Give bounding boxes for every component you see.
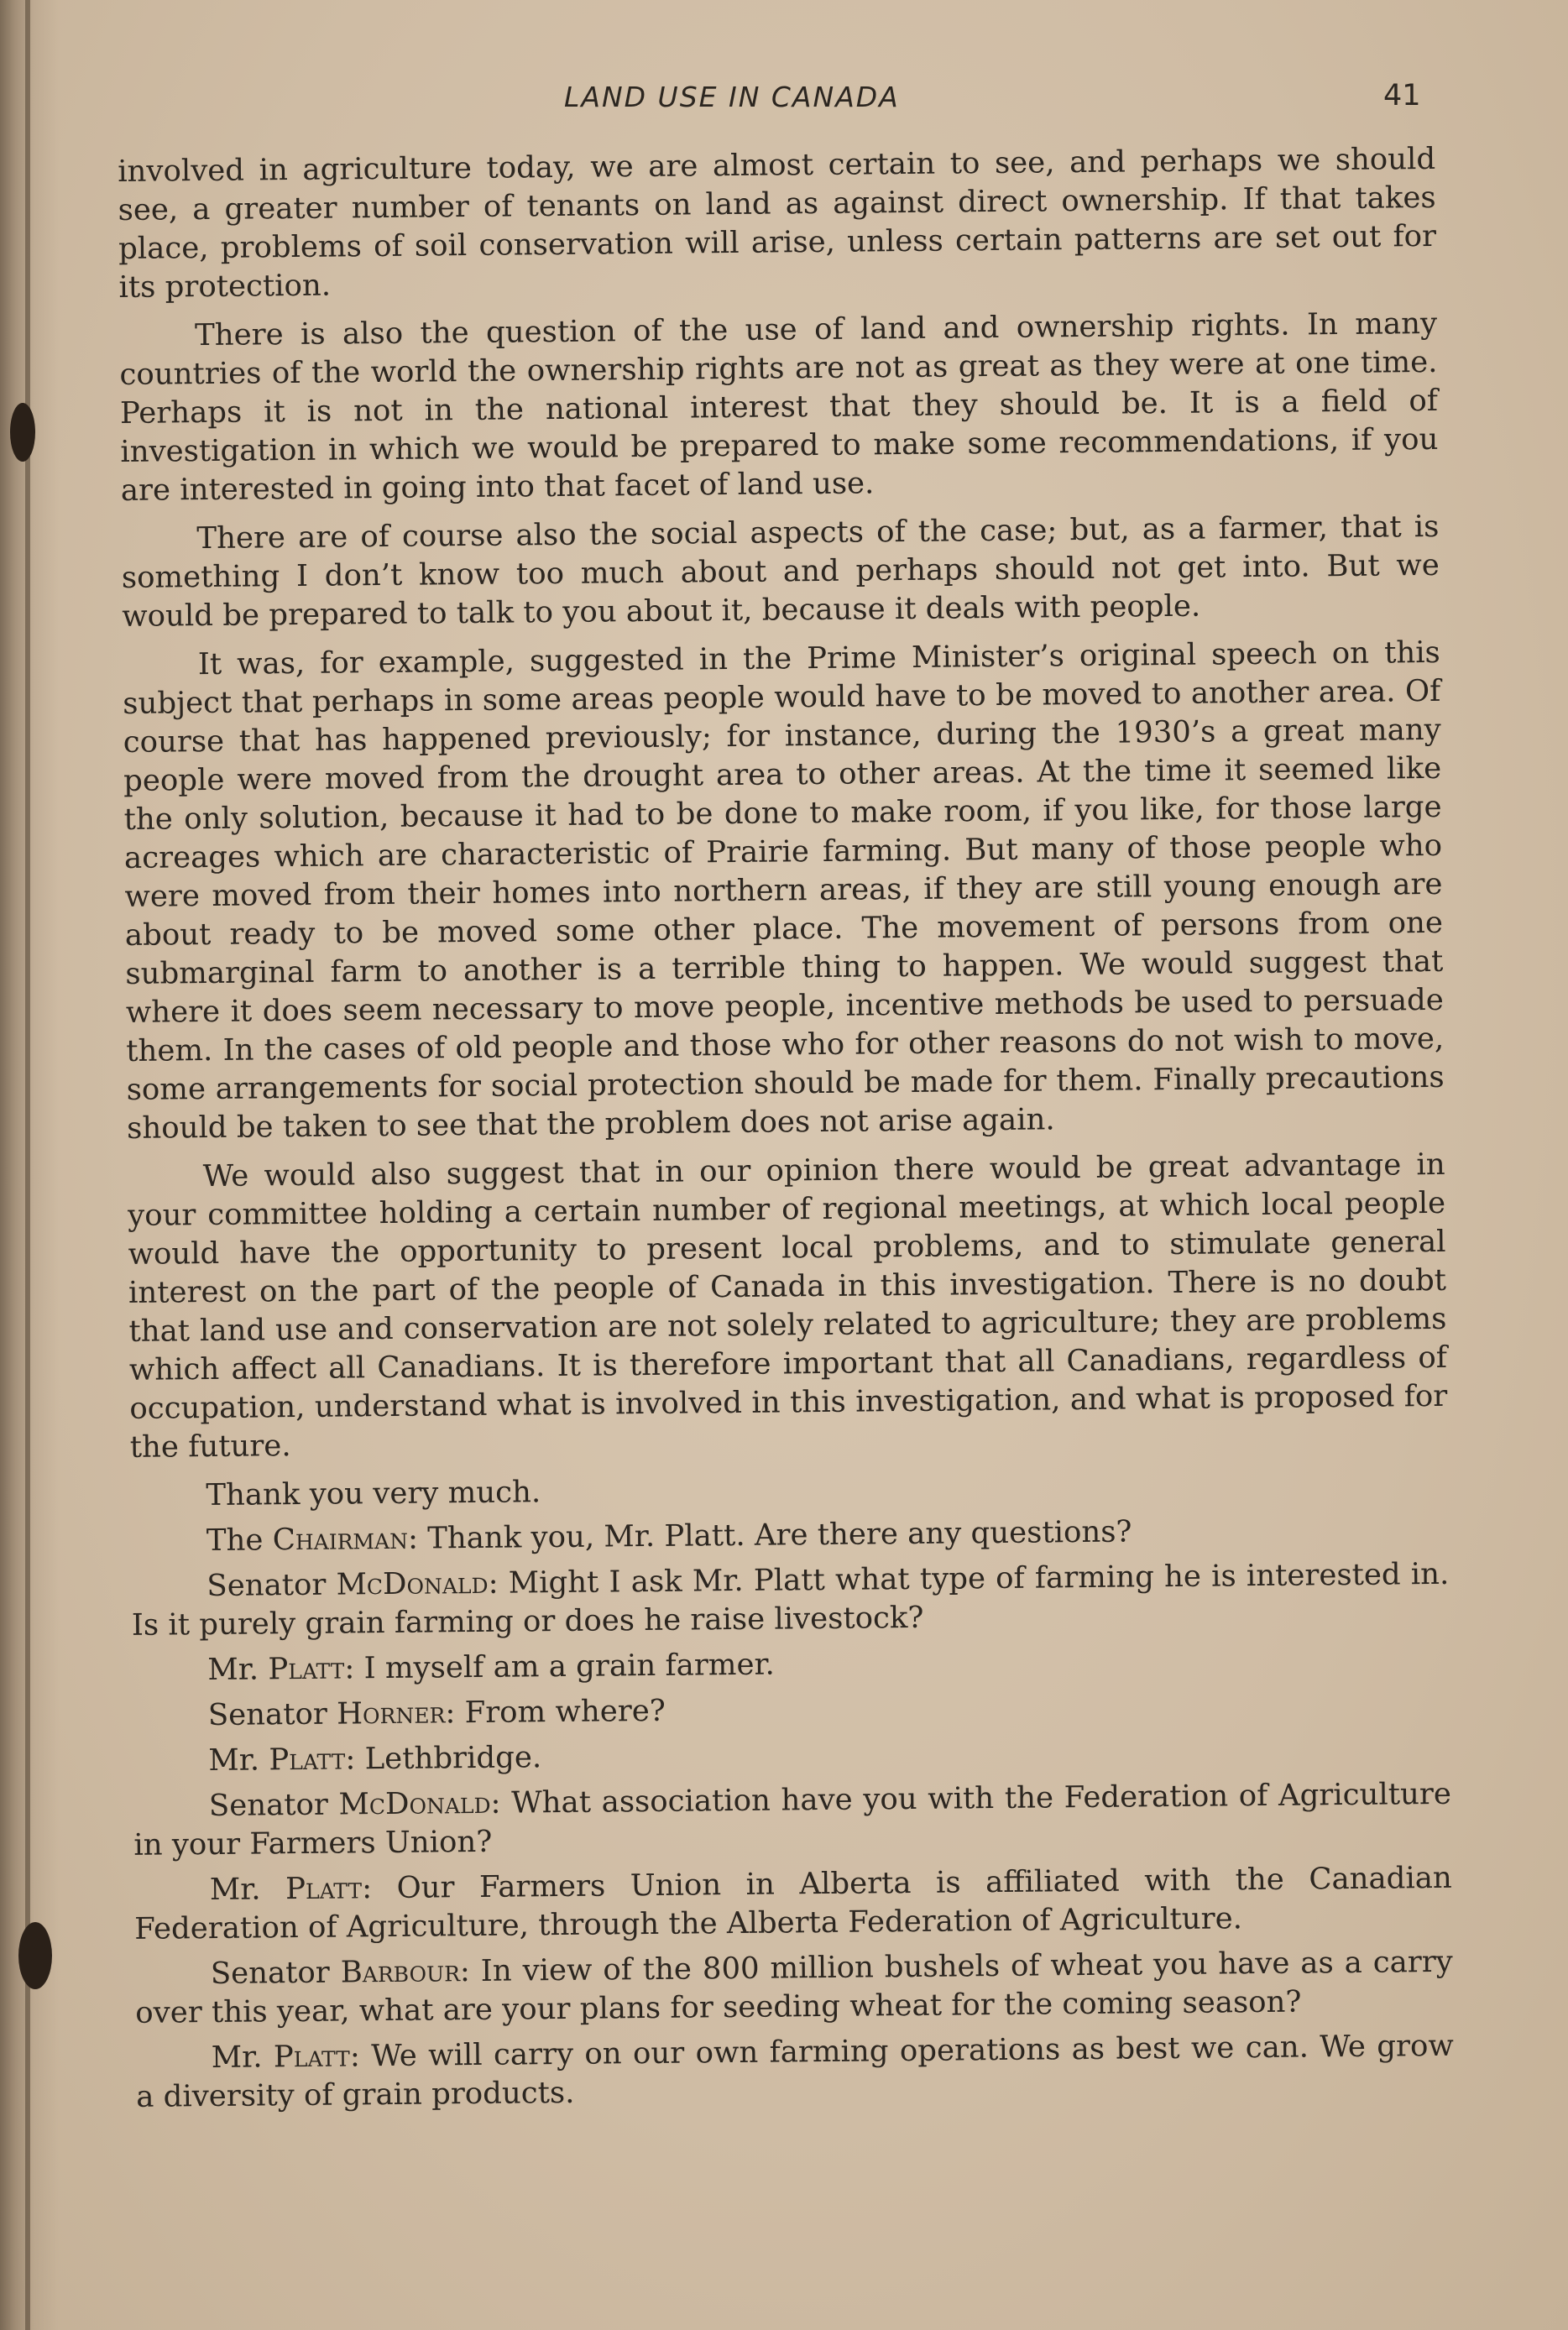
paragraph: Thank you very much. — [206, 1475, 541, 1513]
speaker-title: Mr. — [209, 1872, 286, 1908]
dialogue-text: : Our Farmers Union in Alberta is affiliated with the Canadian Federation of Agriculture, through the Alberta Federation of Agriculture. — [134, 1860, 1452, 1946]
dialogue-entry — [133, 1730, 1450, 1781]
speaker-title: The — [206, 1523, 273, 1559]
speaker-name: Platt — [269, 1742, 346, 1778]
binding-hole-top — [10, 403, 35, 462]
dialogue-entry — [132, 1639, 1450, 1690]
running-title: LAND USE IN CANADA — [564, 81, 900, 113]
dialogue-text: : Thank you, Mr. Platt. Are there any questions? — [407, 1514, 1132, 1556]
dialogue-entry — [136, 2027, 1455, 2117]
binding-hole-bottom — [18, 1922, 52, 1989]
paragraph: There is also the question of the use of land and ownership rights. In many countries of the world the ownership rights are not as great as they were at one time. Perhaps it is not in the national interest that they should be. It is a field of investigation in which we would be prepared to make some recommendations, if you are interested in going into that facet of land use. — [119, 306, 1439, 508]
paragraph: We would also suggest that in our opinion there would be great advantage in your committee holding a certain number of regional meetings, at which local people would have the opportunity to present local problems, and to stimulate general interest on the part of the people of Canada in this investigation. There is no doubt that land use and conservation are not solely related to agriculture; they are problems which affect all Canadians. It is therefore important that all Canadians, regardless of occupation, understand what is involved in this investigation, and what is proposed for the future. — [127, 1147, 1448, 1465]
dialogue-entry — [133, 1775, 1452, 1865]
dialogue-entry — [134, 1859, 1453, 1949]
speaker-title: Senator — [210, 1955, 341, 1992]
dialogue-text: : I myself am a grain farmer. — [344, 1647, 776, 1686]
speaker-title: Mr. — [207, 1652, 269, 1688]
speaker-title: Senator — [206, 1567, 337, 1604]
speaker-name: Chairman — [272, 1521, 409, 1558]
paragraph: involved in agriculture today, we are almost certain to see, and perhaps we should see, a greater number of tenants on land as against direct ownership. If that takes place, problems of soil conservation will arise, unless certain patterns are set out for its protection. — [118, 141, 1437, 305]
dialogue-entry — [131, 1510, 1449, 1561]
dialogue-entry — [131, 1555, 1450, 1645]
paragraph: It was, for example, suggested in the Prime Minister’s original speech on this subject that perhaps in some areas people would have to be moved to another area. Of course that has happened previously; for instance, during the 1930’s a great many people were moved from the drought area to other areas. At the time it seemed like the only solution, because it had to be done to make room, if you like, for those large acreages which are characteristic of Prairie farming. But many of those people who were moved from their homes into northern areas, if they are still young enough are about ready to be moved some other place. The movement of persons from one submarginal farm to another is a terrible thing to happen. We would suggest that where it does seem necessary to move people, incentive methods be used to persuade them. In the cases of old people and those who for other reasons do not wish to move, some arrangements for social protection should be made for them. Finally precautions should be taken to see that the problem does not arise again. — [123, 635, 1445, 1146]
speaker-name: McDonald — [336, 1565, 489, 1602]
running-header — [0, 81, 1568, 123]
dialogue-text: : From where? — [445, 1693, 666, 1731]
dialogue-entry — [133, 1685, 1450, 1736]
body-text — [118, 140, 1454, 2124]
speaker-name: Horner — [336, 1695, 446, 1732]
speaker-title: Senator — [208, 1787, 339, 1824]
speaker-name: Platt — [285, 1871, 363, 1907]
speaker-name: McDonald — [338, 1785, 491, 1822]
dialogue-entry — [135, 1943, 1454, 2033]
dialogue-text: : Lethbridge. — [345, 1740, 542, 1777]
dialogue-text: : In view of the 800 million bushels of wheat you have as a carry over this year, what are your plans for seeding wheat for the coming season? — [135, 1944, 1453, 2030]
dialogue-text: : What association have you with the Federation of Agriculture in your Farmers Union? — [133, 1776, 1452, 1862]
speaker-name: Platt — [268, 1651, 345, 1687]
speaker-title: Mr. — [208, 1742, 269, 1779]
speaker-name: Platt — [273, 2039, 351, 2075]
speaker-title: Mr. — [211, 2040, 274, 2076]
speaker-name: Barbour — [340, 1954, 461, 1990]
dialogue-text: : We will carry on our own farming operations as best we can. We grow a diversity of grain products. — [136, 2028, 1454, 2114]
page-number: 41 — [1383, 79, 1421, 112]
dialogue-text: : Might I ask Mr. Platt what type of farming he is interested in. Is it purely grain farming or does he raise livestock? — [131, 1556, 1450, 1643]
paragraph: There are of course also the social aspects of the case; but, as a farmer, that is something I don’t know too much about and perhaps should not get into. But we would be prepared to talk to you about it, because it deals with people. — [121, 509, 1440, 634]
speaker-title: Senator — [207, 1696, 337, 1733]
